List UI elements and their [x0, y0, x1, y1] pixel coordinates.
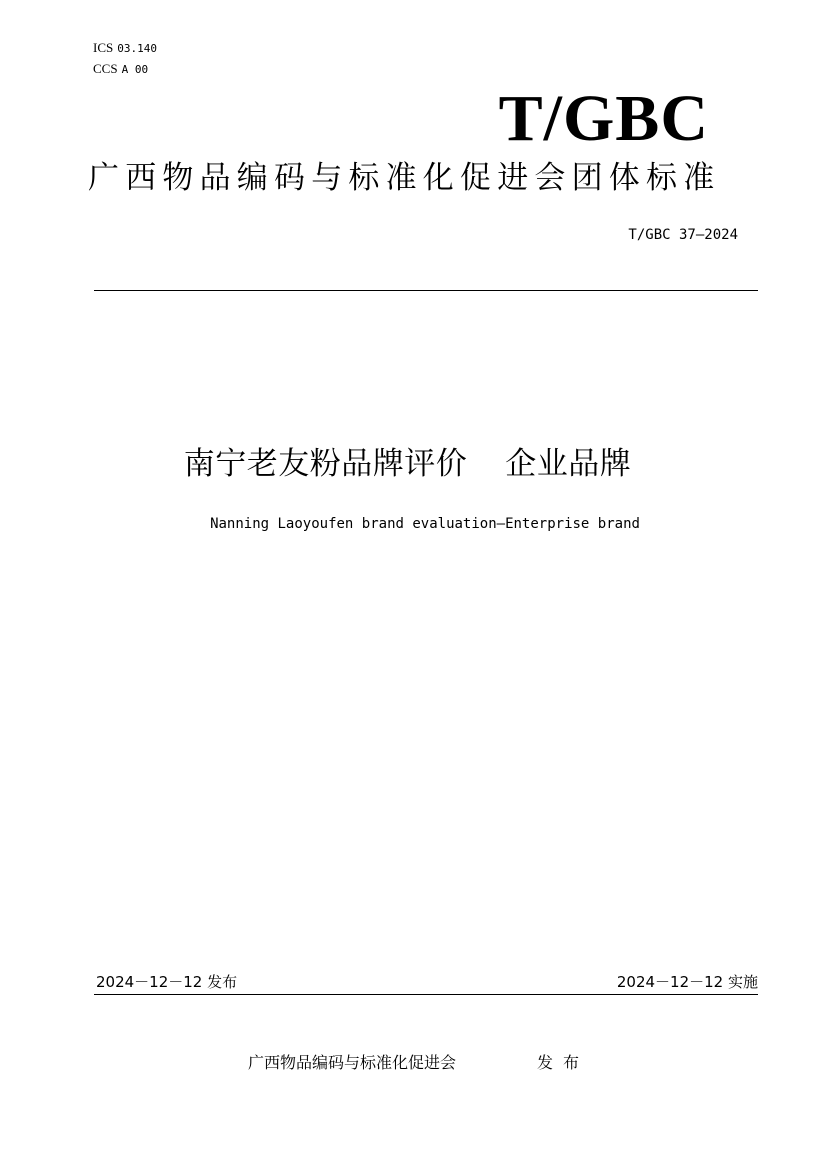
document-title-english: Nanning Laoyoufen brand evaluation—Enterprise brand [210, 516, 640, 532]
ccs-value: A 00 [121, 63, 149, 76]
publish-label: 发布 [537, 1053, 590, 1072]
ics-label: ICS [93, 40, 114, 55]
issue-date: 2024－12－12 发布 [96, 973, 238, 991]
document-title-chinese [0, 444, 815, 484]
title-sub: 企业品牌 [505, 446, 632, 482]
top-divider [94, 290, 758, 291]
implementation-date: 2024－12－12 实施 [616, 973, 758, 991]
title-main: 南宁老友粉品牌评价 [183, 446, 468, 482]
ics-value: 03.140 [117, 42, 157, 55]
ccs-code [93, 61, 148, 78]
publisher-name: 广西物品编码与标准化促进会 [248, 1053, 457, 1072]
organization-title: 广西物品编码与标准化促进会团体标准 [88, 160, 721, 196]
standard-logo: T/GBC [498, 82, 709, 155]
ics-code [93, 40, 157, 57]
ccs-label: CCS [93, 61, 118, 76]
bottom-divider [94, 994, 758, 995]
standard-number: T/GBC 37—2024 [628, 227, 738, 243]
